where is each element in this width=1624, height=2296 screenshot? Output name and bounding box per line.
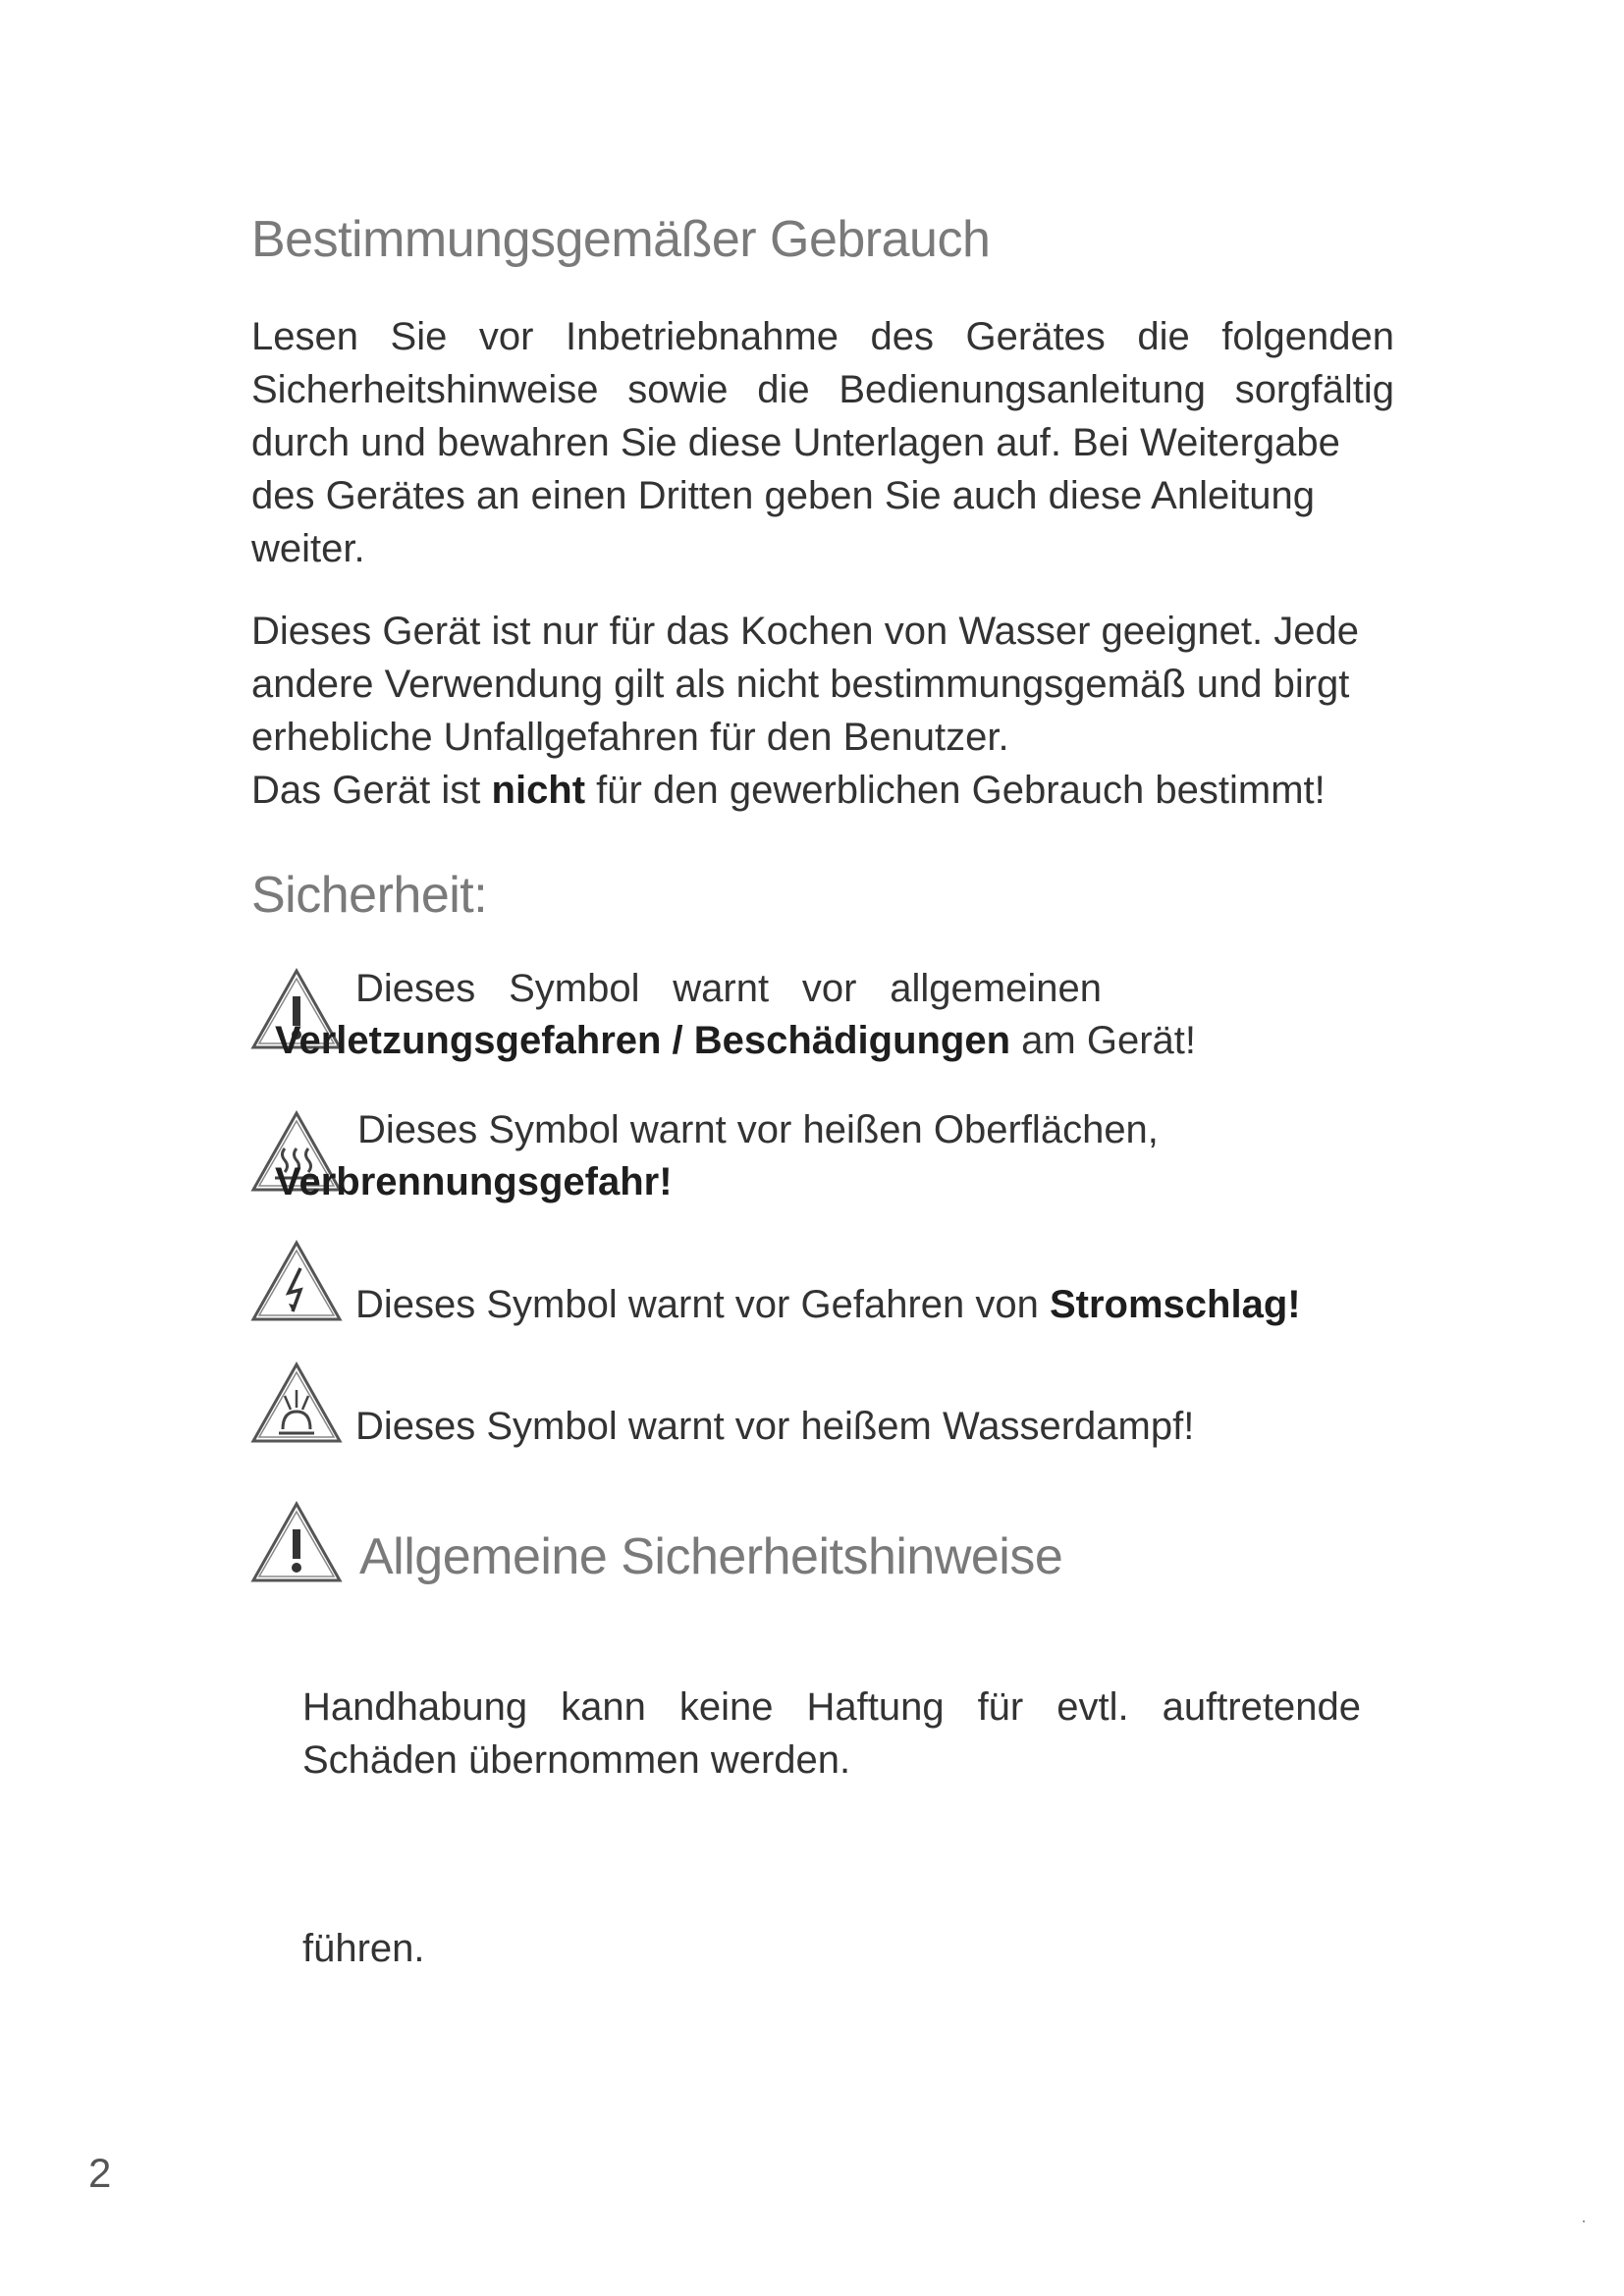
symbol-general-after: am Gerät! [1010,1019,1196,1062]
usage-line-2: andere Verwendung gilt als nicht bestimmungsgemäß und birgt [251,663,1350,706]
section-title-bestimmungsgemaesser-gebrauch: Bestimmungsgemäßer Gebrauch [251,211,991,268]
symbol-general-bold: Verletzungsgefahren / Beschädigungen [275,1019,1011,1062]
symbol-steam-text [355,1400,1194,1453]
general-warning-icon [249,1500,344,1584]
intro-line-3: durch und bewahren Sie diese Unterlagen auf. Bei Weitergabe [251,421,1340,464]
symbol-hot-surface-line1: Dieses Symbol warnt vor heißen Oberflächen, [357,1108,1159,1151]
electric-shock-icon [249,1239,344,1323]
intro-line-5: weiter. [251,527,365,570]
symbol-general-line2 [275,1014,1196,1067]
symbol-electric-text [355,1278,1301,1331]
intro-paragraph [251,310,1394,575]
symbol-hot-surface-bold: Verbrennungsgefahr! [275,1160,673,1203]
page-number: 2 [88,2150,112,2196]
intro-line-1: Lesen Sie vor Inbetriebnahme des Gerätes die folgenden [251,315,1394,358]
liability-line-2: Schäden übernommen werden. [302,1738,851,1782]
usage-paragraph [251,605,1434,817]
intro-line-2: Sicherheitshinweise sowie die Bedienungsanleitung sorgfältig [251,368,1394,411]
symbol-electric-bold: Stromschlag! [1049,1283,1301,1326]
symbol-hot-surface-line2 [275,1155,673,1208]
hot-steam-icon [249,1361,344,1445]
liability-line-1: Handhabung kann keine Haftung für evtl. auftretende [302,1685,1361,1729]
usage-line-4-bold: nicht [491,769,586,812]
usage-line-4 [251,764,1434,817]
usage-line-4-after: für den gewerblichen Gebrauch bestimmt! [585,769,1326,812]
usage-line-3: erhebliche Unfallgefahren für den Benutzer. [251,716,1009,759]
usage-line-1: Dieses Gerät ist nur für das Kochen von Wasser geeignet. Jede [251,610,1359,653]
symbol-electric-before: Dieses Symbol warnt vor Gefahren von [355,1283,1050,1326]
symbol-general-line1: Dieses Symbol warnt vor allgemeinen [355,967,1102,1010]
symbol-steam-before: Dieses Symbol warnt vor heißem Wasserdampf! [355,1405,1195,1448]
scan-speck [1583,2220,1585,2222]
section-title-sicherheit: Sicherheit: [251,867,488,924]
intro-line-4: des Gerätes an einen Dritten geben Sie auch diese Anleitung [251,474,1315,517]
fragment-text: führen. [302,1927,425,1970]
usage-line-4-before: Das Gerät ist [251,769,492,812]
liability-paragraph [302,1681,1361,1787]
section-title-allgemeine-sicherheitshinweise: Allgemeine Sicherheitshinweise [359,1528,1063,1585]
